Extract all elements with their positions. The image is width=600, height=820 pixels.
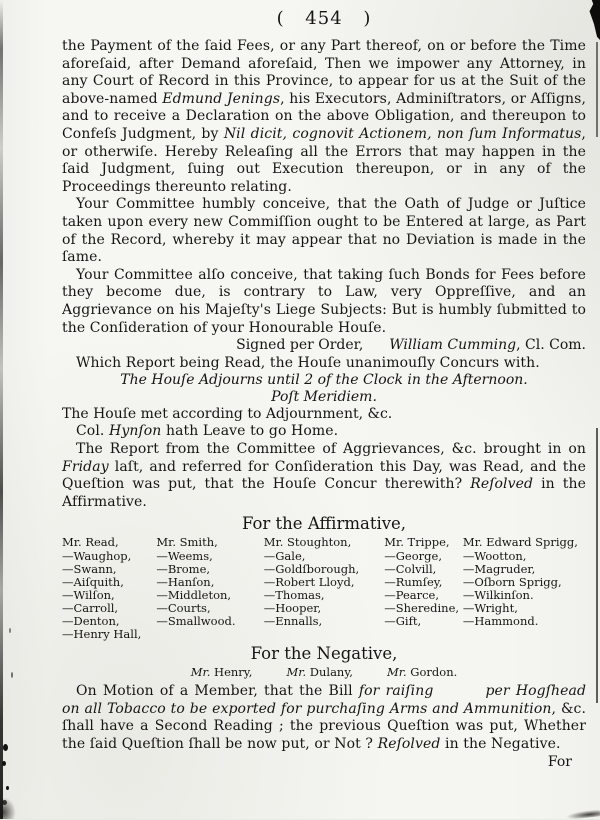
text-run: Mr. <box>286 665 307 680</box>
vote-column <box>264 536 385 628</box>
vote-column <box>463 536 586 628</box>
leave-line <box>62 423 586 441</box>
text-run: Mr. <box>386 665 407 680</box>
adjourn-line: The Houſe Adjourns until 2 of the Clock in the Afternoon. <box>120 372 528 389</box>
vote-column <box>384 536 463 628</box>
vote-column <box>62 536 156 641</box>
name-entry: —Gale, <box>263 548 306 563</box>
text-run: Nil dicit, cognovit Actionem, non ſum Informatus <box>223 125 582 142</box>
text-run: Edmund Jenings <box>162 90 281 107</box>
text-run: the Payment of the ſaid Fees, or any Part thereof, on or before the Time aforeſaid, after Demand aforeſaid, Then we impower any Attorney, in any Court of Record in this Province, to appear for us at the Suit of the above-named <box>62 38 586 107</box>
name-entry: —Thomas, <box>263 587 325 602</box>
concur-line <box>62 355 586 373</box>
negative-heading: For the Negative, <box>250 644 398 664</box>
text-run: for raiſing <box>358 683 434 700</box>
text-run: William Cumming <box>389 337 517 354</box>
name-entry: —George, <box>384 548 442 563</box>
name-entry: —Wilkinſon. <box>462 587 534 602</box>
ink-speck <box>6 786 9 790</box>
name-entry: —Swann, <box>62 561 117 576</box>
name-entry: —Courts, <box>156 600 211 615</box>
page-content <box>62 6 586 771</box>
text-run: in the Affirmative. <box>62 476 587 510</box>
text-run: Which Report being Read, the Houſe unanimouſly Concurs with. <box>76 354 540 371</box>
name-entry: —Magruder, <box>462 561 536 576</box>
text-run: Gordon. <box>406 665 458 680</box>
text-run: Signed per Order, <box>236 337 364 354</box>
text-run: Your Committee alſo conceive, that taking ſuch Bonds for Fees before they become due, is contrary to Law, very Oppreſſive, and an Aggrievance on his Majeſty's Liege Subjects: But is humbly ſubmitted to the Conſideration of your Honourable Houſe. <box>62 266 586 336</box>
negative-name-row <box>62 665 586 679</box>
text-run: Col. <box>76 423 110 440</box>
name-entry: Mr. Edward Sprigg, <box>462 535 578 550</box>
house-met-line: The Houſe met according to Adjournment, &c. <box>62 405 393 422</box>
text-run: , Cl. Com. <box>516 337 586 354</box>
name-entry: Mr. Stoughton, <box>263 535 352 550</box>
scan-mark-right-upper <box>596 42 598 137</box>
ink-speck <box>2 800 7 805</box>
name-entry: Mr. Trippe, <box>384 535 450 550</box>
paragraph-fees-obligation <box>62 38 586 196</box>
text-run: The Report from the Committee of Aggrievances, &c. brought in on <box>76 441 586 458</box>
text-run: , his Executors, Adminiſtrators, or Aſſigns, and to receive a Declaration on the above Obligation, and thereupon to Confeſs Judgment, by <box>62 90 587 142</box>
name-entry: —Weems, <box>156 548 213 563</box>
text-run: Mr. <box>190 665 211 680</box>
name-entry: —Hanſon, <box>156 574 215 589</box>
text-run: On Motion of a Member, that the Bill <box>76 683 359 700</box>
name-entry: —Hooper, <box>263 600 322 615</box>
name-entry: —Rumſey, <box>384 574 443 589</box>
name-entry: —Aiſquith, <box>62 574 124 589</box>
text-run: hath Leave to go Home. <box>161 423 339 440</box>
affirmative-name-table <box>62 536 586 641</box>
name-entry: —Ennalls, <box>263 614 323 628</box>
scan-mark-right-mid <box>596 428 598 703</box>
text-run: , &c. ſhall have a Second Reading ; the previous Queſtion was put, Whether the ſaid Queſtion ſhall be now put, or Not ? <box>62 700 587 752</box>
name-entry: —Denton, <box>62 614 120 628</box>
scan-smudge-bottom-right <box>566 809 600 820</box>
paragraph-report-aggrievances <box>62 441 586 511</box>
name-entry: —Colvill, <box>384 561 437 576</box>
name-entry: —Gift, <box>384 614 422 628</box>
binding-edge-left <box>0 0 3 819</box>
text-run: Dulany, <box>306 665 353 680</box>
name-entry: —Pearce, <box>384 587 440 602</box>
scan-mark-top-right <box>585 0 600 40</box>
ink-speck <box>11 672 13 678</box>
text-run: laſt, and referred for Conſideration this Day, was Read, and the Queſtion was put, that the Houſe Concur therewith? <box>62 458 586 493</box>
name-entry: —Henry Hall, <box>62 627 142 642</box>
name-entry: Mr. Read, <box>62 535 119 550</box>
page-number: ( 454 ) <box>276 8 372 29</box>
name-entry: —Wootton, <box>462 548 527 563</box>
text-run: per Hogſhead on all Tobacco to be exported for purchaſing Arms and Ammunition <box>62 683 587 717</box>
name-entry: —Sheredine, <box>384 600 460 615</box>
name-entry: —Robert Lloyd, <box>263 574 355 589</box>
paragraph-committee-oath <box>62 196 586 266</box>
name-entry: —Hammond. <box>462 614 539 628</box>
ink-speck <box>2 761 6 766</box>
paragraph-committee-bonds <box>62 267 586 337</box>
name-entry: —Wilſon, <box>62 587 115 602</box>
text-run: Henry, <box>210 665 253 680</box>
text-run: Your Committee humbly conceive, that the Oath of Judge or Juſtice taken upon every new Commiſſion ought to be Entered at large, as Part of the Record, whereby it may appear that no Deviation is made in the ſame. <box>62 196 586 266</box>
ink-speck <box>3 744 8 751</box>
text-run: Reſolved <box>470 476 534 493</box>
name-entry: —Wright, <box>462 600 518 615</box>
text-run: Hynſon <box>109 423 162 440</box>
name-entry: —Smallwood. <box>156 614 236 628</box>
affirmative-heading: For the Affirmative, <box>241 514 407 534</box>
name-entry: —Carroll, <box>62 600 119 615</box>
ink-speck <box>9 628 11 633</box>
name-entry: —Brome, <box>156 561 211 576</box>
name-entry: —Middleton, <box>156 587 232 602</box>
text-run: in the Negative. <box>440 735 561 752</box>
name-entry: —Waughop, <box>62 548 132 563</box>
catchword: For <box>547 753 572 770</box>
name-entry: Mr. Smith, <box>156 535 218 550</box>
signed-per-order-line <box>62 337 586 355</box>
post-meridiem-line: Poſt Meridiem. <box>271 389 377 406</box>
paragraph-motion-tobacco-bill <box>62 683 586 753</box>
text-run: Friday <box>62 458 109 475</box>
name-entry: —Goldſborough, <box>263 561 360 576</box>
text-run: Reſolved <box>377 735 441 752</box>
vote-column <box>156 536 263 628</box>
text-run: , or otherwiſe. Hereby Releaſing all the Errors that may happen in the ſaid Judgment, ſuing out Execution thereupon, or in any of the Proceedings thereunto relating. <box>62 125 586 195</box>
name-entry: —Oſborn Sprigg, <box>462 574 562 589</box>
